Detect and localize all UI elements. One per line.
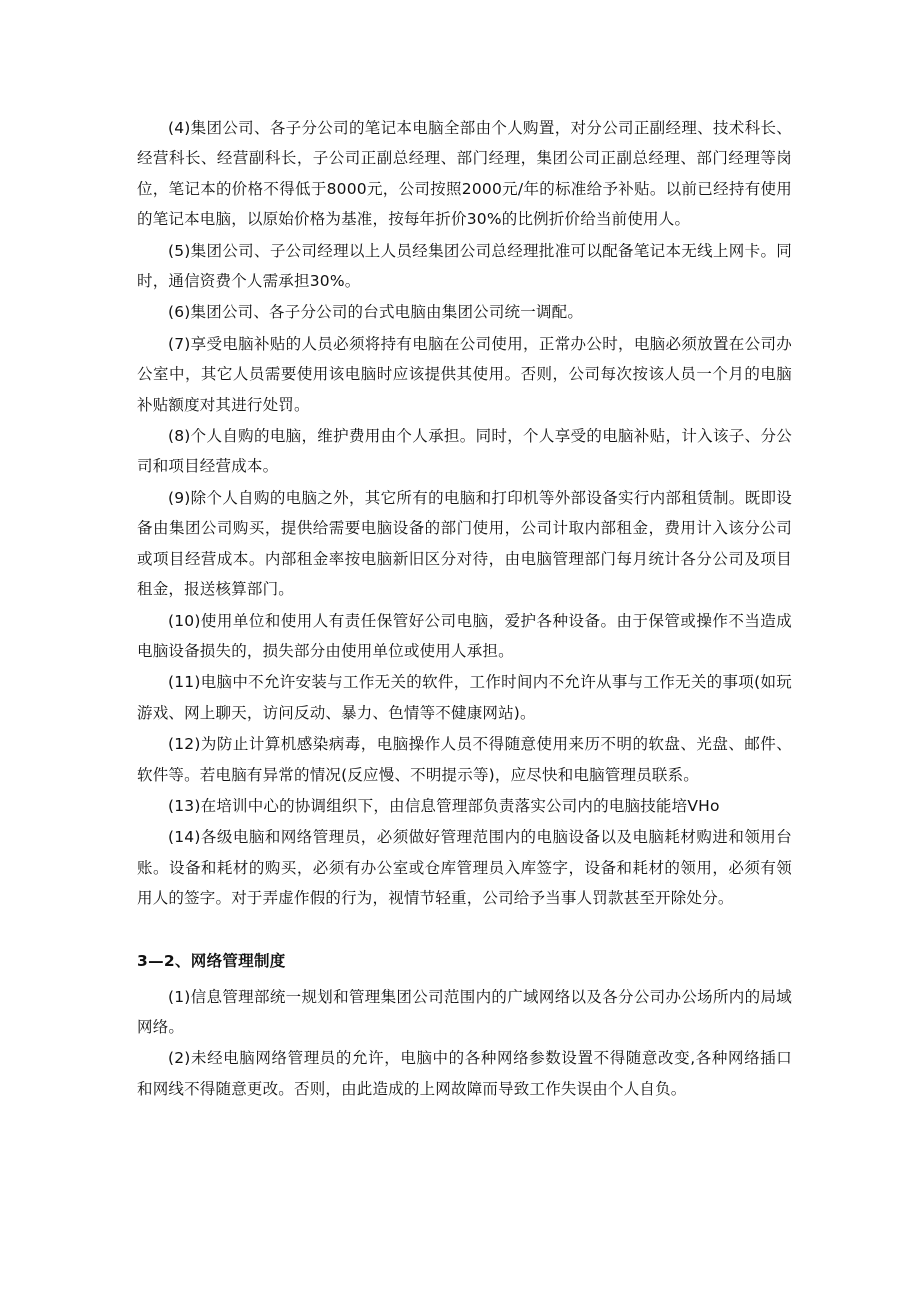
paragraph-7: (7)享受电脑补贴的人员必须将持有电脑在公司使用，正常办公时，电脑必须放置在公司办公室中，其它人员需要使用该电脑时应该提供其使用。否则，公司每次按该人员一个月的电脑补贴额度对其进行处罚。 (137, 334, 792, 414)
paragraph-11: (11)电脑中不允许安装与工作无关的软件，工作时间内不允许从事与工作无关的事项(如玩游戏、网上聊天，访问反动、暴力、色情等不健康网站)。 (137, 673, 792, 722)
paragraph-9: (9)除个人自购的电脑之外，其它所有的电脑和打印机等外部设备实行内部租赁制。既即设备由集团公司购买，提供给需要电脑设备的部门使用，公司计取内部租金，费用计入该分公司或项目经营成本。内部租金率按电脑新旧区分对待，由电脑管理部门每月统计各分公司及项目租金，报送核算部门。 (137, 488, 792, 599)
paragraph-14: (14)各级电脑和网络管理员，必须做好管理范围内的电脑设备以及电脑耗材购进和领用台账。设备和耗材的购买，必须有办公室或仓库管理员入库签字，设备和耗材的领用，必须有领用人的签字。对于弄虚作假的行为，视情节轻重，公司给予当事人罚款甚至开除处分。 (137, 828, 792, 908)
network-paragraph-1: (1)信息管理部统一规划和管理集团公司范围内的广域网络以及各分公司办公场所内的局域网络。 (137, 987, 792, 1036)
paragraph-8: (8)个人自购的电脑，维护费用由个人承担。同时，个人享受的电脑补贴，计入该子、分公司和项目经营成本。 (137, 427, 792, 476)
paragraph-5: (5)集团公司、子公司经理以上人员经集团公司总经理批准可以配备笔记本无线上网卡。同时，通信资费个人需承担30%。 (137, 241, 792, 291)
paragraph-10: (10)使用单位和使用人有责任保管好公司电脑，爱护各种设备。由于保管或操作不当造成电脑设备损失的，损失部分由使用单位或使用人承担。 (137, 611, 792, 660)
document-page (137, 113, 792, 1105)
paragraph-12: (12)为防止计算机感染病毒，电脑操作人员不得随意使用来历不明的软盘、光盘、邮件、软件等。若电脑有异常的情况(反应慢、不明提示等)，应尽快和电脑管理员联系。 (137, 735, 792, 784)
paragraph-4: (4)集团公司、各子分公司的笔记本电脑全部由个人购置，对分公司正副经理、技术科长、经营科长、经营副科长，子公司正副总经理、部门经理，集团公司正副总经理、部门经理等岗位，笔记本的价格不得低于8000元，公司按照2000元/年的标准给予补贴。以前已经持有使用的笔记本电脑，以原始价格为基准，按每年折价30%的比例折价给当前使用人。 (137, 119, 792, 229)
paragraph-6: (6)集团公司、各子分公司的台式电脑由集团公司统一调配。 (168, 303, 584, 322)
paragraph-13: (13)在培训中心的协调组织下，由信息管理部负责落实公司内的电脑技能培VHo (168, 796, 720, 815)
section-heading-network-management: 3—2、网络管理制度 (137, 951, 286, 970)
network-paragraph-2: (2)未经电脑网络管理员的允许，电脑中的各种网络参数设置不得随意改变,各种网络插口和网线不得随意更改。否则，由此造成的上网故障而导致工作失误由个人自负。 (137, 1049, 792, 1098)
